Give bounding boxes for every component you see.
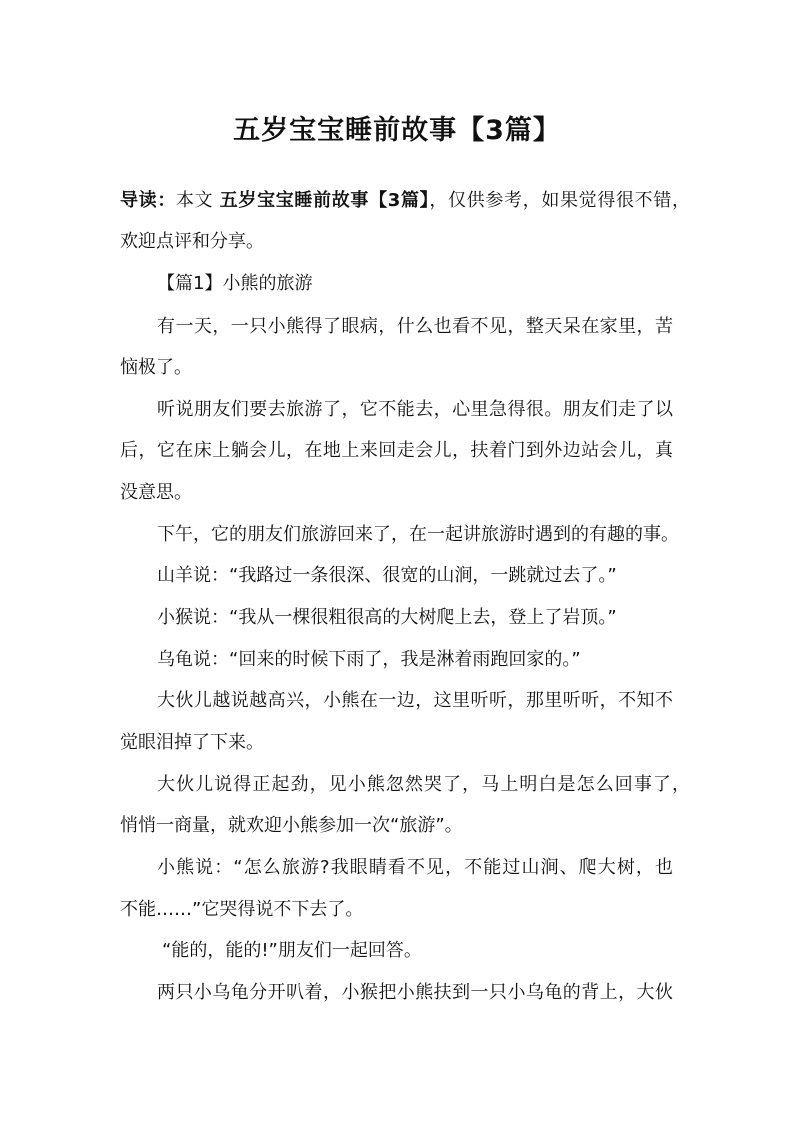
body-line: 山羊说：“我路过一条很深、很宽的山涧，一跳就过去了。” <box>157 565 617 586</box>
body-line: 小熊说：“怎么旅游?我眼睛看不见，不能过山涧、爬大树，也 <box>157 857 673 878</box>
body-line: 大伙儿说得正起劲，见小熊忽然哭了，马上明白是怎么回事了， <box>157 774 690 795</box>
body-line: 恼极了。 <box>120 357 192 378</box>
body-line: 小猴说：“我从一棵很粗很高的大树爬上去，登上了岩顶。” <box>157 607 617 628</box>
body-line: 下午，它的朋友们旅游回来了，在一起讲旅游时遇到的有趣的事。 <box>157 524 679 545</box>
section-heading: 【篇1】小熊的旅游 <box>157 273 313 294</box>
body-line: 两只小乌龟分开叭着，小猴把小熊扶到一只小乌龟的背上，大伙 <box>157 982 673 1003</box>
body-line: “能的，能的!”朋友们一起回答。 <box>162 940 422 961</box>
intro-label: 导读： <box>120 190 177 211</box>
intro-bold-title: 五岁宝宝睡前故事【3篇】 <box>219 190 430 211</box>
intro-line-1 <box>120 189 690 213</box>
document-title: 五岁宝宝睡前故事【3篇】 <box>233 115 561 146</box>
intro-rest: ，仅供参考，如果觉得很不错， <box>429 190 691 211</box>
body-line: 大伙儿越说越高兴，小熊在一边，这里听听，那里听听，不知不 <box>157 690 673 711</box>
body-line: 没意思。 <box>120 482 192 503</box>
body-line: 悄悄一商量，就欢迎小熊参加一次“旅游”。 <box>120 815 463 836</box>
body-line: 觉眼泪掉了下来。 <box>120 732 264 753</box>
intro-lead: 本文 <box>176 190 220 211</box>
body-line: 乌龟说：“回来的时候下雨了，我是淋着雨跑回家的。” <box>157 649 581 670</box>
body-line: 不能……”它哭得说不下去了。 <box>120 899 364 920</box>
body-line: 听说朋友们要去旅游了，它不能去，心里急得很。朋友们走了以 <box>157 399 673 420</box>
intro-line-2: 欢迎点评和分享。 <box>120 231 264 252</box>
body-line: 后，它在床上躺会儿，在地上来回走会儿，扶着门到外边站会儿，真 <box>120 440 673 461</box>
body-line: 有一天，一只小熊得了眼病，什么也看不见，整天呆在家里，苦 <box>157 316 673 337</box>
